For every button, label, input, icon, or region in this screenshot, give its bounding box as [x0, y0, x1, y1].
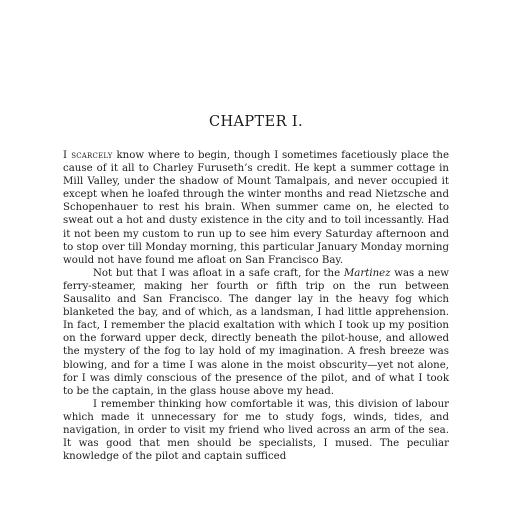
ship-name-italic: Martinez [343, 267, 391, 279]
opening-small-caps: I scarcely [63, 150, 113, 161]
paragraph-3-text: I remember thinking how comfortable it was, this division of labour which made it unnecessary for me to study fogs, winds, tides, and navigation, in order to visit my friend who lived across an arm of the sea. It was good that men should be specialists, I mused. The peculiar knowledge of the pilot and captain sufficed [63, 398, 449, 463]
paragraph-1 [63, 149, 449, 267]
chapter-body [63, 149, 449, 463]
paragraph-2-text-start: Not but that I was afloat in a safe craft, for the [93, 267, 344, 279]
paragraph-2 [63, 267, 449, 398]
paragraph-3 [63, 398, 449, 463]
chapter-title: CHAPTER I. [208, 114, 304, 130]
paragraph-1-text: know where to begin, though I sometimes facetiously place the cause of it all to Charley Furuseth’s credit. He kept a summer cottage in Mill Valley, under the shadow of Mount Tamalpais, and never occupied it except when he loafed through the winter months and read Nietzsche and Schopenhauer to rest his brain. When summer came on, he elected to sweat out a hot and dusty existence in the city and to toil incessantly. Had it not been my custom to run up to see him every Saturday afternoon and to stop over till Monday morning, this particular January Monday morning would not have found me afloat on San Francisco Bay. [63, 150, 450, 266]
paragraph-2-text-end: was a new ferry-steamer, making her fourth or fifth trip on the run between Sausalito and San Francisco. The danger lay in the heavy fog which blanketed the bay, and of which, as a landsman, I had little apprehension. In fact, I remember the placid exaltation with which I took up my position on the forward upper deck, directly beneath the pilot-house, and allowed the mystery of the fog to lay hold of my imagination. A fresh breeze was blowing, and for a time I was alone in the moist obscurity—yet not alone, for I was dimly conscious of the presence of the pilot, and of what I took to be the captain, in the glass house above my head. [63, 267, 450, 397]
